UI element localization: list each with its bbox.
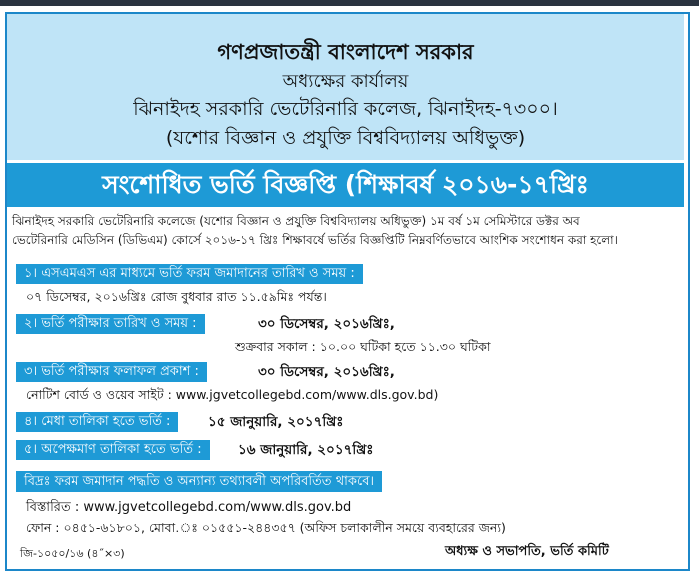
footer-code: জি-১০৫০/১৬ (৪˝×৩) [20,547,125,560]
intro-line-1: ঝিনাইদহ সরকারি ভেটেরিনারি কলেজে (যশোর বিজ্ঞান ও প্রযুক্তি বিশ্ববিদ্যালয় অধিভুক্ত) ১ম বর্ষ ১ম সেমিস্টারে ডক্টর অব [12,214,580,228]
item-4-value: ১৫ জানুয়ারি, ২০১৭খ্রিঃ [208,414,344,430]
government-title: গণপ্রজাতন্ত্রী বাংলাদেশ সরকার [217,40,474,64]
notice-header [7,14,684,160]
top-strip [0,0,699,6]
item-5-value: ১৬ জানুয়ারি, ২০১৭খ্রিঃ [238,442,374,458]
item-2-value: ৩০ ডিসেম্বর, ২০১৬খ্রিঃ, [258,316,395,332]
item-4-label: ৪। মেধা তালিকা হতে ভর্তি : [16,412,178,432]
item-3-label: ৩। ভর্তি পরীক্ষার ফলাফল প্রকাশ : [16,362,207,382]
intro-line-2: ভেটেরিনারি মেডিসিন (ডিভিএম) কোর্সে ২০১৬-১৭ খ্রিঃ শিক্ষাবর্ষে ভর্তির বিজ্ঞপ্তিটি নিম্নবর্ণিতভাবে আংশিক সংশোধন করা হলো। [12,233,618,247]
affiliation: (যশোর বিজ্ঞান ও প্রযুক্তি বিশ্ববিদ্যালয় অধিভুক্ত) [165,127,526,149]
footer-phone: ফোন : ০৪৫১-৬১৮০১, মোবা.ঃ ০১৫৫১-২৪৪৩৫৭ (অফিস চলাকালীন সময়ে ব্যবহারের জন্য) [26,520,506,535]
college-name: ঝিনাইদহ সরকারি ভেটেরিনারি কলেজ, ঝিনাইদহ-৭৩০০। [133,98,558,120]
notice-banner: সংশোধিত ভর্তি বিজ্ঞপ্তি (শিক্ষাবর্ষ ২০১৬-১৭খ্রিঃ [7,163,684,207]
item-2-label: ২। ভর্তি পরীক্ষার তারিখ ও সময় : [16,314,205,334]
item-3-value: ৩০ ডিসেম্বর, ২০১৬খ্রিঃ, [258,364,395,380]
item-2-detail: শুক্রবার সকাল : ১০.০০ ঘটিকা হতে ১১.৩০ ঘটিকা [235,339,491,354]
item-3-detail: নোটিশ বোর্ড ও ওয়েব সাইট : www.jgvetcollegebd.com/www.dls.gov.bd) [26,387,439,402]
note-banner: বিদ্রঃ ফরম জমাদান পদ্ধতি ও অন্যান্য তথ্যাবলী অপরিবর্তিত থাকবে। [16,471,382,492]
item-1-label: ১। এসএমএস এর মাধ্যমে ভর্তি ফরম জমাদানের তারিখ ও সময় : [16,264,363,284]
item-1-detail: ০৭ ডিসেম্বর, ২০১৬খ্রিঃ রোজ বুধবার রাত ১১.৫৯মিঃ পর্যন্ত। [26,289,327,304]
footer-details: বিস্তারিত : www.jgvetcollegebd.com/www.dls.gov.bd [26,500,352,515]
footer-signature: অধ্যক্ষ ও সভাপতি, ভর্তি কমিটি [445,544,609,559]
office-title: অধ্যক্ষের কার্যালয় [282,71,409,92]
intro-text [12,212,679,250]
item-5-label: ৫। অপেক্ষমাণ তালিকা হতে ভর্তি : [16,440,210,460]
